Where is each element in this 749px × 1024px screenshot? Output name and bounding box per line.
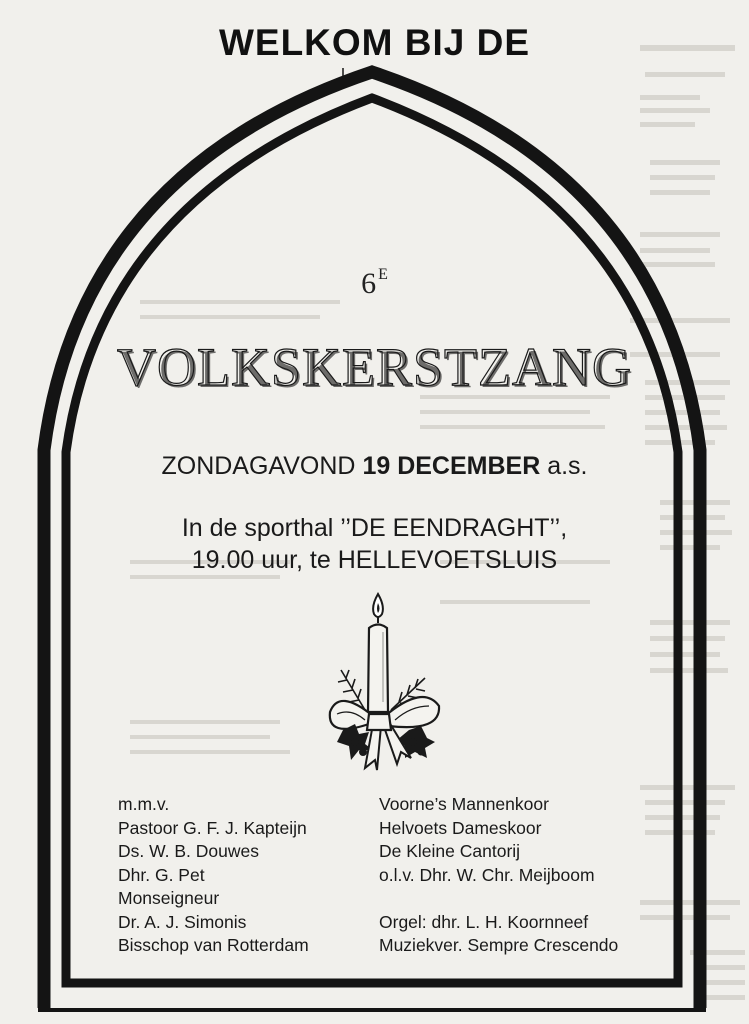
credit-line: Pastoor G. F. J. Kapteijn bbox=[118, 817, 307, 838]
credit-line: Helvoets Dameskoor bbox=[379, 817, 542, 838]
credit-line: Muziekver. Sempre Crescendo bbox=[379, 935, 619, 955]
event-title: VOLKSKERSTZANG bbox=[116, 337, 632, 397]
credit-line: Voorne’s Mannenkoor bbox=[379, 794, 549, 814]
credit-line: o.l.v. Dhr. W. Chr. Meijboom bbox=[379, 864, 595, 885]
date-suffix: a.s. bbox=[540, 452, 588, 480]
credit-line: Ds. W. B. Douwes bbox=[118, 841, 260, 861]
venue-line-2: 19.00 uur, te HELLEVOETSLUIS bbox=[191, 546, 558, 574]
date-prefix: ZONDAGAVOND bbox=[161, 452, 363, 480]
credit-line: De Kleine Cantorij bbox=[379, 841, 521, 861]
welcome-heading: WELKOM BIJ DE bbox=[218, 22, 531, 63]
credit-line: Dhr. G. Pet bbox=[118, 864, 205, 885]
edition-number bbox=[0, 266, 749, 301]
credit-spacer bbox=[379, 887, 618, 911]
edition-number-value: 6 bbox=[361, 267, 377, 300]
date-day: 19 DECEMBER bbox=[362, 452, 541, 480]
event-date bbox=[0, 452, 749, 481]
christmas-candle-bow-holly-icon bbox=[325, 592, 449, 782]
credits-right-column bbox=[379, 793, 618, 958]
credit-line: Orgel: dhr. L. H. Koornneef bbox=[379, 911, 589, 932]
edition-number-suffix: E bbox=[378, 266, 388, 283]
event-venue bbox=[0, 512, 749, 576]
credits-left-column bbox=[118, 793, 309, 958]
venue-line-1: In de sporthal ’’DE EENDRAGHT’’, bbox=[181, 514, 568, 542]
credit-line: Monseigneur bbox=[118, 888, 220, 908]
credit-line: Dr. A. J. Simonis bbox=[118, 911, 247, 932]
credit-line: Bisschop van Rotterdam bbox=[118, 935, 309, 955]
credit-line: m.m.v. bbox=[118, 794, 170, 814]
